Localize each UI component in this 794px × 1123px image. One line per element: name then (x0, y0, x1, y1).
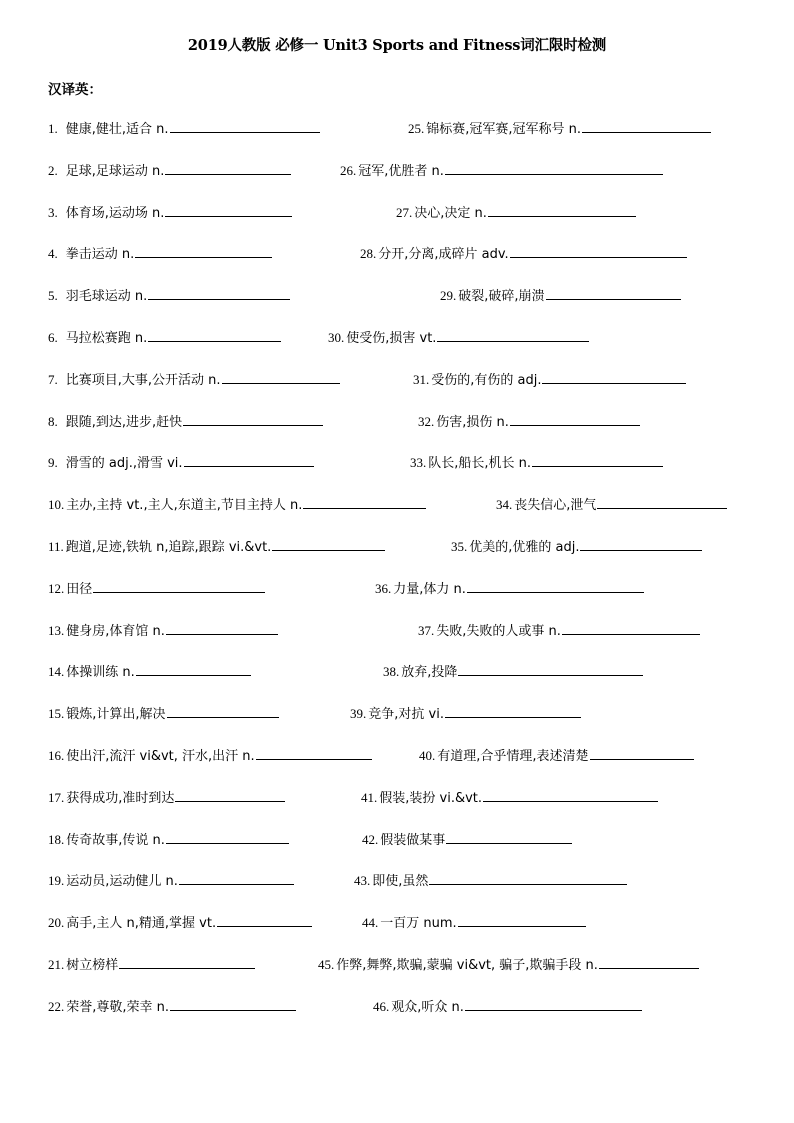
question-item (383, 661, 643, 680)
question-prompt: 一百万 num. (380, 916, 457, 931)
question-number: 40. (419, 748, 436, 763)
question-prompt: 假装,装扮 vi.&vt. (379, 791, 483, 806)
question-item (496, 494, 727, 513)
question-item (440, 285, 681, 304)
question-item (396, 202, 636, 221)
question-item (451, 536, 702, 555)
question-prompt: 锻炼,计算出,解决 (66, 707, 166, 722)
question-number: 1. (48, 121, 58, 136)
question-number: 13. (48, 623, 65, 638)
question-item (48, 996, 296, 1015)
question-item (48, 369, 340, 388)
question-prompt: 即使,虽然 (372, 874, 429, 889)
question-prompt: 力量,体力 n. (393, 582, 466, 597)
question-item (48, 954, 255, 973)
question-item (373, 996, 642, 1015)
question-prompt: 体育场,运动场 n. (65, 206, 165, 221)
question-number: 8. (48, 414, 58, 429)
question-number: 27. (396, 205, 413, 220)
question-prompt: 队长,船长,机长 n. (428, 456, 532, 471)
question-number: 4. (48, 246, 58, 261)
question-item (48, 620, 278, 639)
question-prompt: 伤害,损伤 n. (436, 415, 509, 430)
answer-blank[interactable] (179, 872, 294, 885)
answer-blank[interactable] (437, 329, 589, 342)
answer-blank[interactable] (175, 789, 285, 802)
question-prompt: 获得成功,准时到达 (66, 791, 175, 806)
question-prompt: 比赛项目,大事,公开活动 n. (65, 373, 221, 388)
question-prompt: 荣誉,尊敬,荣幸 n. (66, 1000, 170, 1015)
question-prompt: 主办,主持 vt.,主人,东道主,节目主持人 n. (66, 498, 303, 513)
question-number: 28. (360, 246, 377, 261)
answer-blank[interactable] (217, 914, 312, 927)
question-prompt: 健康,健壮,适合 n. (65, 122, 169, 137)
question-item (48, 118, 320, 137)
question-item (48, 494, 426, 513)
question-prompt: 有道理,合乎情理,表述清楚 (437, 749, 589, 764)
question-number: 46. (373, 999, 390, 1014)
question-prompt: 放弃,投降 (401, 665, 458, 680)
question-number: 17. (48, 790, 65, 805)
question-item (48, 829, 289, 848)
answer-blank[interactable] (562, 622, 700, 635)
question-prompt: 运动员,运动健儿 n. (66, 874, 178, 889)
answer-blank[interactable] (303, 496, 426, 509)
question-number: 9. (48, 455, 58, 470)
answer-blank[interactable] (166, 831, 289, 844)
question-item (408, 118, 711, 137)
question-number: 33. (410, 455, 427, 470)
answer-blank[interactable] (119, 956, 255, 969)
question-prompt: 体操训练 n. (66, 665, 135, 680)
question-number: 21. (48, 957, 65, 972)
answer-blank[interactable] (488, 204, 636, 217)
question-item (328, 327, 589, 346)
question-item (48, 202, 292, 221)
question-item (48, 703, 279, 722)
question-number: 29. (440, 288, 457, 303)
question-item (48, 160, 291, 179)
answer-blank[interactable] (510, 413, 640, 426)
question-prompt: 失败,失败的人或事 n. (436, 624, 561, 639)
question-number: 10. (48, 497, 65, 512)
question-number: 6. (48, 330, 58, 345)
question-item (48, 912, 312, 931)
question-item (48, 243, 272, 262)
question-number: 11. (48, 539, 64, 554)
question-prompt: 滑雪的 adj.,滑雪 vi. (65, 456, 183, 471)
question-item (48, 578, 265, 597)
question-prompt: 受伤的,有伤的 adj. (431, 373, 542, 388)
question-item (413, 369, 686, 388)
answer-blank[interactable] (445, 162, 663, 175)
question-number: 37. (418, 623, 435, 638)
question-prompt: 跑道,足迹,铁轨 n,追踪,跟踪 vi.&vt. (65, 540, 272, 555)
question-number: 45. (318, 957, 335, 972)
answer-blank[interactable] (458, 663, 643, 676)
question-number: 12. (48, 581, 65, 596)
answer-blank[interactable] (148, 287, 290, 300)
question-prompt: 羽毛球运动 n. (65, 289, 148, 304)
question-prompt: 优美的,优雅的 adj. (469, 540, 580, 555)
answer-blank[interactable] (165, 204, 292, 217)
question-number: 15. (48, 706, 65, 721)
question-item (48, 661, 251, 680)
question-prompt: 锦标赛,冠军赛,冠军称号 n. (426, 122, 582, 137)
question-prompt: 健身房,体育馆 n. (66, 624, 165, 639)
question-item (48, 327, 281, 346)
question-number: 43. (354, 873, 371, 888)
question-number: 30. (328, 330, 345, 345)
question-number: 44. (362, 915, 379, 930)
answer-blank[interactable] (222, 371, 340, 384)
question-prompt: 观众,听众 n. (391, 1000, 464, 1015)
answer-blank[interactable] (546, 287, 681, 300)
question-number: 19. (48, 873, 65, 888)
question-item (48, 870, 294, 889)
question-prompt: 假装做某事 (380, 833, 446, 848)
question-number: 2. (48, 163, 58, 178)
question-number: 41. (361, 790, 378, 805)
question-prompt: 使出汗,流汗 vi&vt, 汗水,出汗 n. (66, 749, 255, 764)
question-item (354, 870, 627, 889)
answer-blank[interactable] (510, 245, 687, 258)
page-title: 2019人教版 必修一 Unit3 Sports and Fitness词汇限时检测 (187, 37, 607, 54)
question-prompt: 传奇故事,传说 n. (66, 833, 165, 848)
question-prompt: 破裂,破碎,崩溃 (458, 289, 545, 304)
question-item (48, 745, 372, 764)
question-prompt: 分开,分离,成碎片 adv. (378, 247, 509, 262)
answer-blank[interactable] (93, 580, 265, 593)
answer-blank[interactable] (136, 663, 251, 676)
question-number: 35. (451, 539, 468, 554)
question-number: 16. (48, 748, 65, 763)
question-prompt: 跟随,到达,进步,赶快 (65, 415, 183, 430)
answer-blank[interactable] (170, 998, 296, 1011)
question-item (48, 536, 385, 555)
question-number: 7. (48, 372, 58, 387)
question-prompt: 竞争,对抗 vi. (368, 707, 444, 722)
question-number: 31. (413, 372, 430, 387)
question-item (362, 912, 586, 931)
answer-blank[interactable] (184, 454, 314, 467)
question-item (418, 620, 700, 639)
question-number: 25. (408, 121, 425, 136)
question-number: 34. (496, 497, 513, 512)
question-item (362, 829, 572, 848)
question-prompt: 树立榜样 (66, 958, 119, 973)
question-prompt: 高手,主人 n,精通,掌握 vt. (66, 916, 217, 931)
answer-blank[interactable] (148, 329, 281, 342)
question-number: 20. (48, 915, 65, 930)
answer-blank[interactable] (165, 162, 291, 175)
answer-blank[interactable] (458, 914, 586, 927)
question-number: 39. (350, 706, 367, 721)
section-heading: 汉译英： (48, 82, 102, 98)
question-item (48, 411, 323, 430)
answer-blank[interactable] (465, 998, 642, 1011)
question-prompt: 冠军,优胜者 n. (358, 164, 444, 179)
question-item (419, 745, 694, 764)
answer-blank[interactable] (429, 872, 627, 885)
question-prompt: 拳击运动 n. (65, 247, 135, 262)
question-number: 42. (362, 832, 379, 847)
answer-blank[interactable] (446, 831, 572, 844)
answer-blank[interactable] (445, 705, 581, 718)
question-prompt: 足球,足球运动 n. (65, 164, 165, 179)
question-item (48, 452, 314, 471)
answer-blank[interactable] (582, 120, 711, 133)
question-item (318, 954, 699, 973)
question-number: 5. (48, 288, 58, 303)
question-item (350, 703, 581, 722)
question-number: 36. (375, 581, 392, 596)
answer-blank[interactable] (542, 371, 686, 384)
question-number: 18. (48, 832, 65, 847)
answer-blank[interactable] (183, 413, 323, 426)
answer-blank[interactable] (167, 705, 279, 718)
question-number: 3. (48, 205, 58, 220)
question-number: 26. (340, 163, 357, 178)
question-prompt: 使受伤,损害 vt. (346, 331, 437, 346)
question-item (48, 285, 290, 304)
answer-blank[interactable] (532, 454, 663, 467)
answer-blank[interactable] (170, 120, 320, 133)
question-item (410, 452, 663, 471)
question-prompt: 作弊,舞弊,欺骗,蒙骗 vi&vt, 骗子,欺骗手段 n. (336, 958, 598, 973)
question-prompt: 决心,决定 n. (414, 206, 487, 221)
question-prompt: 田径 (66, 582, 93, 597)
answer-blank[interactable] (580, 538, 702, 551)
question-item (48, 787, 285, 806)
question-item (340, 160, 663, 179)
answer-blank[interactable] (272, 538, 385, 551)
question-prompt: 丧失信心,泄气 (514, 498, 597, 513)
answer-blank[interactable] (597, 496, 727, 509)
answer-blank[interactable] (166, 622, 278, 635)
question-number: 32. (418, 414, 435, 429)
question-item (375, 578, 644, 597)
question-item (418, 411, 640, 430)
answer-blank[interactable] (135, 245, 272, 258)
question-number: 38. (383, 664, 400, 679)
answer-blank[interactable] (599, 956, 699, 969)
question-item (360, 243, 687, 262)
question-number: 14. (48, 664, 65, 679)
answer-blank[interactable] (483, 789, 658, 802)
answer-blank[interactable] (590, 747, 694, 760)
answer-blank[interactable] (467, 580, 644, 593)
question-item (361, 787, 658, 806)
answer-blank[interactable] (256, 747, 372, 760)
question-number: 22. (48, 999, 65, 1014)
question-prompt: 马拉松赛跑 n. (65, 331, 148, 346)
